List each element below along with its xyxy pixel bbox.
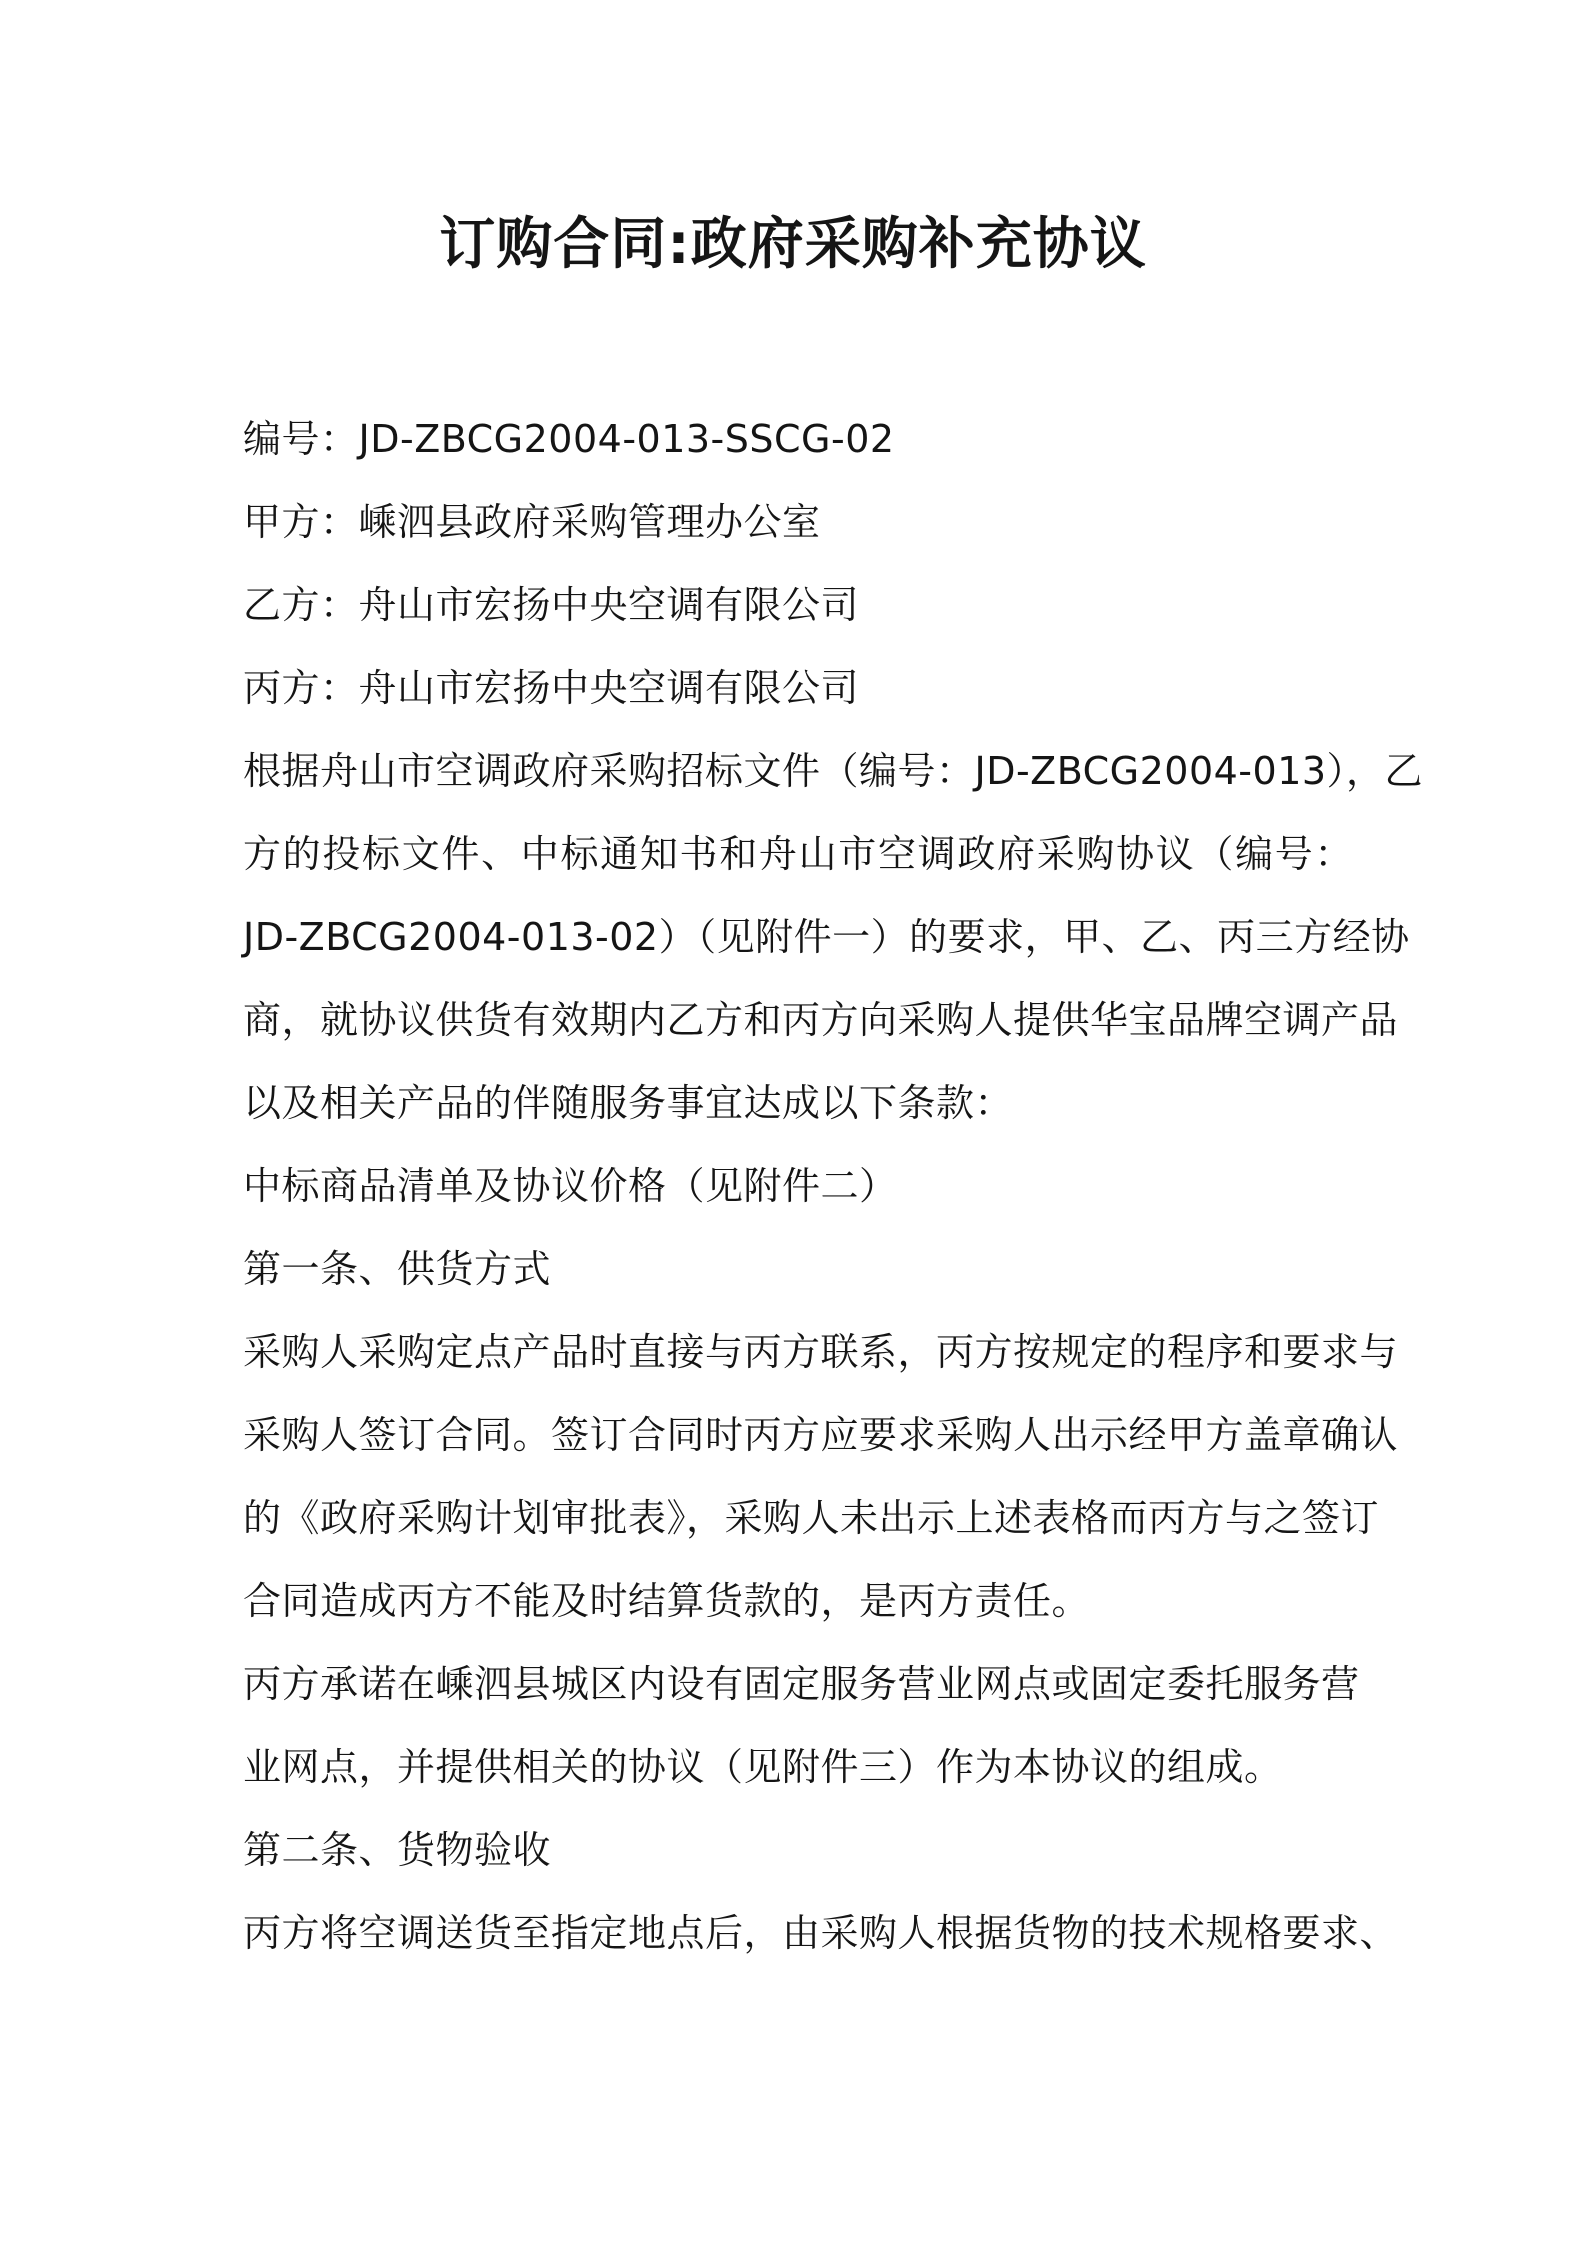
party-b-label: 乙方：: [243, 583, 359, 627]
section-heading: 中标商品清单及协议价格（见附件二）: [243, 1164, 898, 1208]
body-line: 采购人签订合同。签订合同时丙方应要求采购人出示经甲方盖章确认: [243, 1413, 1399, 1457]
body-line: 业网点，并提供相关的协议（见附件三）作为本协议的组成。: [243, 1745, 1283, 1789]
party-c-value: 舟山市宏扬中央空调有限公司: [358, 666, 860, 710]
body-line: 以及相关产品的伴随服务事宜达成以下条款：: [243, 1081, 1014, 1125]
document-title: 订购合同:政府采购补充协议: [439, 212, 1147, 277]
body-line: 合同造成丙方不能及时结算货款的，是丙方责任。: [243, 1579, 1091, 1623]
body-line: 商，就协议供货有效期内乙方和丙方向采购人提供华宝品牌空调产品: [243, 998, 1399, 1042]
party-b-value: 舟山市宏扬中央空调有限公司: [358, 583, 860, 627]
body-line: 根据舟山市空调政府采购招标文件（编号：JD-ZBCG2004-013），乙: [243, 749, 1424, 793]
contract-number-label: 编号：: [243, 417, 359, 461]
contract-number-line: [243, 411, 1353, 467]
party-a-label: 甲方：: [243, 500, 359, 544]
body-line: JD-ZBCG2004-013-02）（见附件一）的要求，甲、乙、丙三方经协: [243, 915, 1410, 959]
section-heading: 第一条、供货方式: [243, 1247, 552, 1291]
body-line: 采购人采购定点产品时直接与丙方联系，丙方按规定的程序和要求与: [243, 1330, 1399, 1374]
party-a-line: [243, 494, 1353, 550]
body-line: 丙方将空调送货至指定地点后，由采购人根据货物的技术规格要求、: [243, 1911, 1399, 1955]
body-line: 方的投标文件、中标通知书和舟山市空调政府采购协议（编号：: [243, 832, 1353, 876]
section-heading: 第二条、货物验收: [243, 1828, 552, 1872]
party-a-value: 嵊泗县政府采购管理办公室: [358, 500, 821, 544]
contract-number-value: JD-ZBCG2004-013-SSCG-02: [358, 417, 895, 461]
party-b-line: [243, 577, 1353, 633]
party-c-line: [243, 660, 1353, 716]
party-c-label: 丙方：: [243, 666, 359, 710]
body-line: 丙方承诺在嵊泗县城区内设有固定服务营业网点或固定委托服务营: [243, 1662, 1360, 1706]
body-line: 的《政府采购计划审批表》，采购人未出示上述表格而丙方与之签订: [243, 1496, 1380, 1540]
